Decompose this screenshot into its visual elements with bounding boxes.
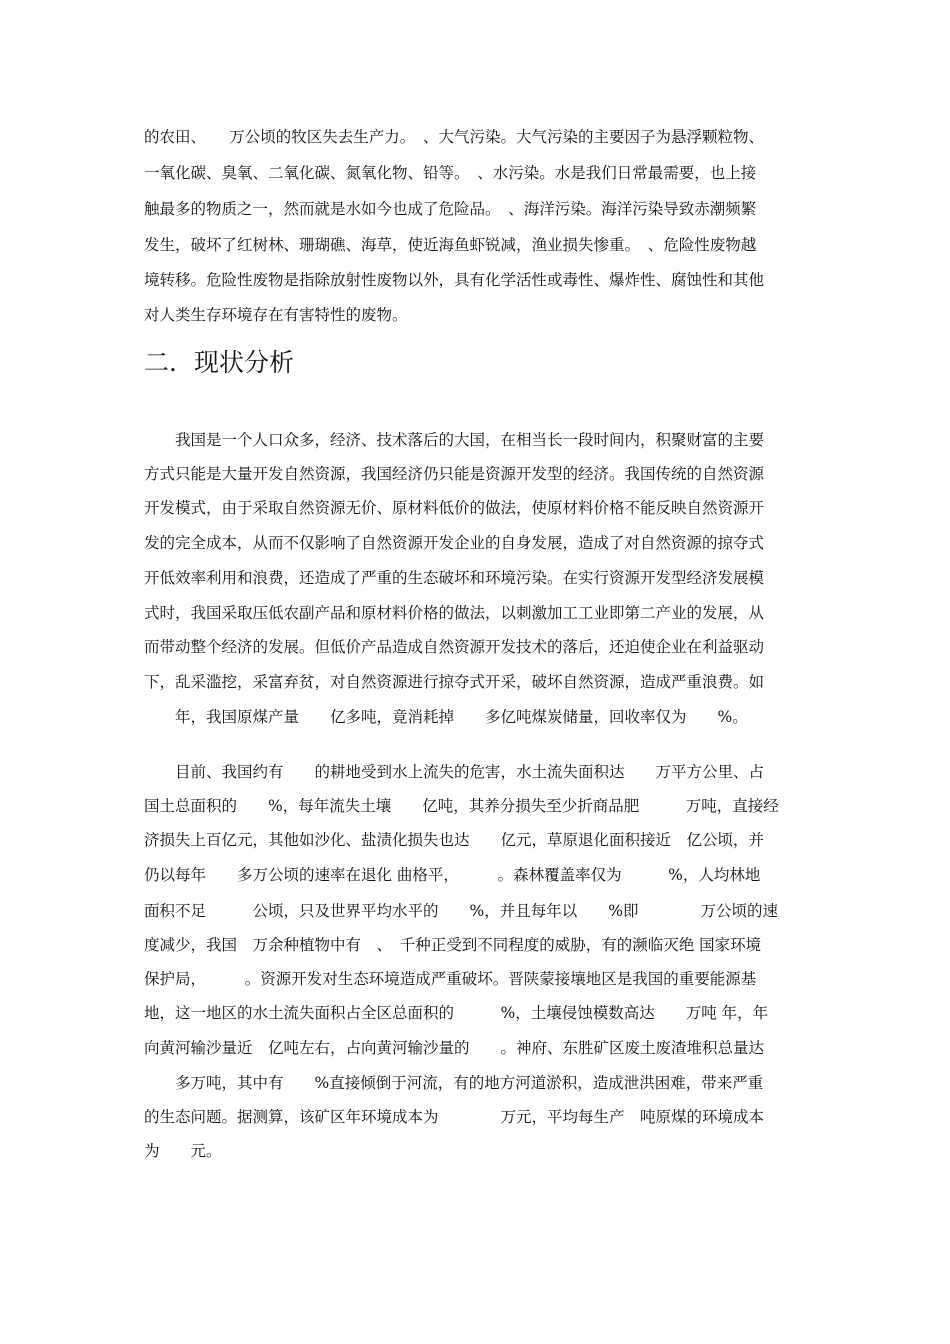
text-line: 对人类生存环境存在有害特性的废物。 (144, 306, 408, 324)
text-line: 开低效率利用和浪费，还造成了严重的生态破坏和环境污染。在实行资源开发型经济发展模 (144, 569, 765, 587)
text-line: 目前、我国约有 的耕地受到水上流失的危害，水土流失面积达 万平方公里、占 (144, 763, 765, 781)
text-line: 为 元。 (144, 1142, 222, 1160)
text-line: 国土总面积的 %，每年流失土壤 亿吨，其养分损失至少折商品肥 万吨，直接经 (144, 797, 779, 815)
text-line: 地，这一地区的水土流失面积占全区总面积的 %，土壤侵蚀模数高达 万吨 年，年 (144, 1004, 769, 1022)
text-line: 发生，破坏了红树林、珊瑚礁、海草，使近海鱼虾锐减，渔业损失惨重。 、危险性废物越 (144, 236, 757, 254)
text-line: 向黄河输沙量近 亿吨左右，占向黄河输沙量的 。神府、东胜矿区废土废渣堆积总量达 (144, 1039, 765, 1057)
text-line: 式时，我国采取压低农副产品和原材料价格的做法，以刺激加工工业即第二产业的发展，从 (144, 604, 765, 622)
text-line: 下，乱采滥挖，采富弃贫，对自然资源进行掠夺式开采，破坏自然资源，造成严重浪费。如 (144, 673, 765, 691)
text-line: 方式只能是大量开发自然资源，我国经济仍只能是资源开发型的经济。我国传统的自然资源 (144, 465, 765, 483)
text-line: 一氧化碳、臭氧、二氧化碳、氮氧化物、铅等。 、水污染。水是我们日常最需要，也上接 (144, 164, 757, 182)
text-line: 多万吨，其中有 %直接倾倒于河流，有的地方河道淤积，造成泄洪困难，带来严重 (144, 1074, 764, 1092)
text-line: 触最多的物质之一，然而就是水如今也成了危险品。 、海洋污染。海洋污染导致赤潮频繁 (144, 200, 757, 218)
text-line: 保护局， 。资源开发对生态环境造成严重破坏。晋陕蒙接壤地区是我国的重要能源基 (144, 970, 757, 988)
text-line: 而带动整个经济的发展。但低价产品造成自然资源开发技术的落后，还迫使企业在利益驱动 (144, 638, 765, 656)
text-line: 度减少，我国 万余种植物中有 、 千种正受到不同程度的威胁，有的濒临灭绝 国家环境 (144, 936, 762, 954)
text-line: 仍以每年 多万公顷的速率在退化 曲格平， 。森林覆盖率仅为 %，人均林地 (144, 866, 761, 884)
text-line: 面积不足 公顷，只及世界平均水平的 %，并且每年以 %即 万公顷的速 (144, 902, 778, 920)
text-line: 的农田、 万公顷的牧区失去生产力。 、大气污染。大气污染的主要因子为悬浮颗粒物、 (144, 128, 765, 146)
text-line: 济损失上百亿元，其他如沙化、盐渍化损失也达 亿元，草原退化面积接近 亿公顷，并 (144, 831, 765, 849)
text-line: 年，我国原煤产量 亿多吨，竟消耗掉 多亿吨煤炭储量，回收率仅为 %。 (144, 708, 748, 726)
text-line: 境转移。危险性废物是指除放射性废物以外，具有化学活性或毒性、爆炸性、腐蚀性和其他 (144, 271, 765, 289)
text-line: 发的完全成本，从而不仅影响了自然资源开发企业的自身发展，造成了对自然资源的掠夺式 (144, 534, 765, 552)
section-heading: 二．现状分析 (144, 348, 295, 377)
text-line: 的生态问题。据测算，该矿区年环境成本为 万元，平均每生产 吨原煤的环境成本 (144, 1108, 765, 1126)
text-line: 开发模式，由于采取自然资源无价、原材料低价的做法，使原材料价格不能反映自然资源开 (144, 499, 765, 517)
text-line: 我国是一个人口众多，经济、技术落后的大国，在相当长一段时间内，积聚财富的主要 (144, 431, 765, 449)
